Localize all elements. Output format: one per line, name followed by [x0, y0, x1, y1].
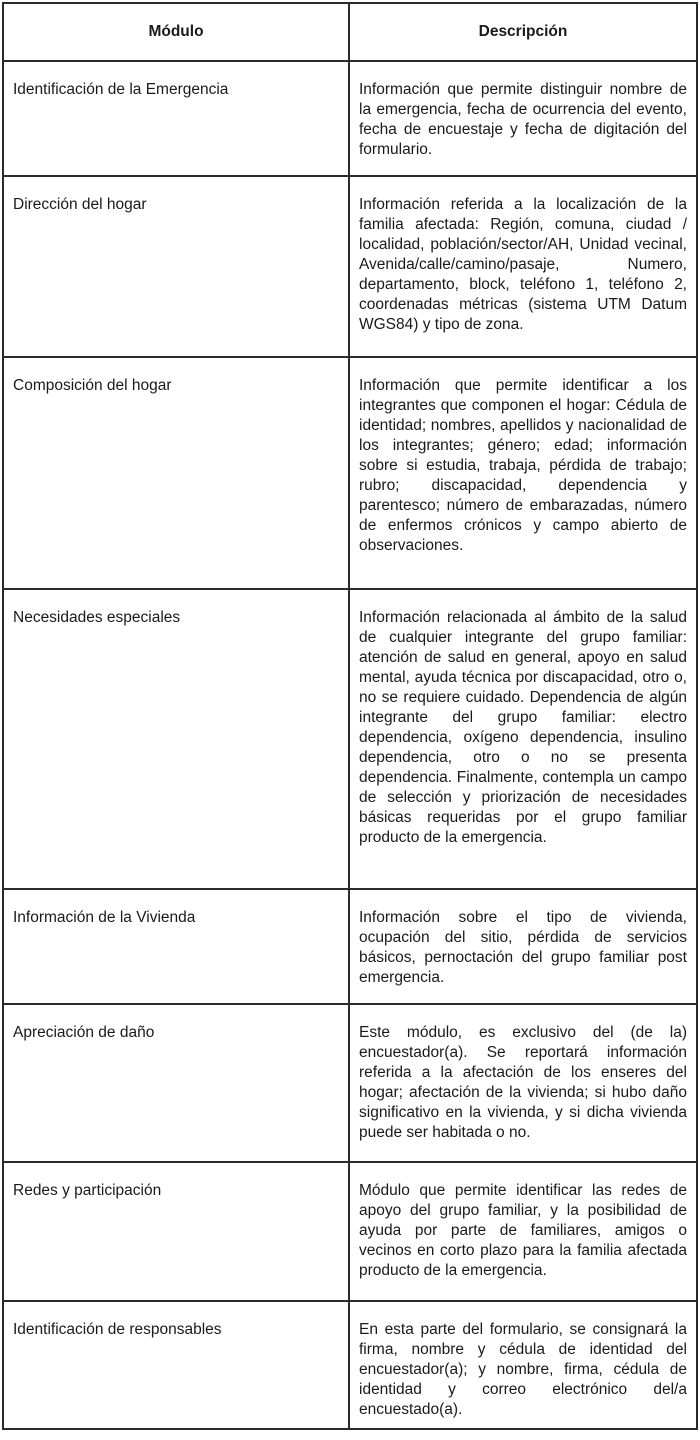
description-cell: Este módulo, es exclusivo del (de la) encuestador(a). Se reportará información referida a la afectación de los enseres del hogar; afectación de la vivienda; si hubo daño significativo en la vivienda, y si dicha vivienda puede ser habitada o no. [349, 1004, 697, 1162]
description-cell: Información relacionada al ámbito de la salud de cualquier integrante del grupo familiar: atención de salud en general, apoyo en salud mental, ayuda técnica por discapacidad, otro o, no se requiere cuidado. Dependencia de algún integrante del grupo familiar: electro dependencia, oxígeno dependencia, insulino dependencia, otro o no se presenta dependencia. Finalmente, contempla un campo de selección y priorización de necesidades básicas requeridas por el grupo familiar producto de la emergencia. [349, 589, 697, 889]
description-cell: Información referida a la localización de la familia afectada: Región, comuna, ciudad / localidad, población/sector/AH, Unidad vecinal, Avenida/calle/camino/pasaje, Numero, departamento, block, teléfono 1, teléfono 2, coordenadas métricas (sistema UTM Datum WGS84) y tipo de zona. [349, 176, 697, 357]
description-cell: Módulo que permite identificar las redes de apoyo del grupo familiar, y la posibilidad de ayuda por parte de familiares, amigos o vecinos en corto plazo para la familia afectada producto de la emergencia. [349, 1162, 697, 1301]
column-header-descripcion: Descripción [349, 3, 697, 61]
module-cell: Identificación de la Emergencia [3, 61, 349, 176]
table-row [3, 1162, 697, 1301]
description-cell: Información que permite distinguir nombre de la emergencia, fecha de ocurrencia del evento, fecha de encuestaje y fecha de digitación del formulario. [349, 61, 697, 176]
table-row [3, 1301, 697, 1429]
description-cell: Información sobre el tipo de vivienda, ocupación del sitio, pérdida de servicios básicos, pernoctación del grupo familiar post emergencia. [349, 889, 697, 1004]
description-cell: Información que permite identificar a los integrantes que componen el hogar: Cédula de identidad; nombres, apellidos y nacionalidad de los integrantes; género; edad; información sobre si estudia, trabaja, pérdida de trabajo; rubro; discapacidad, dependencia y parentesco; número de embarazadas, número de enfermos crónicos y campo abierto de observaciones. [349, 357, 697, 589]
column-header-modulo: Módulo [3, 3, 349, 61]
module-cell: Identificación de responsables [3, 1301, 349, 1429]
module-cell: Redes y participación [3, 1162, 349, 1301]
module-cell: Información de la Vivienda [3, 889, 349, 1004]
table-row [3, 176, 697, 357]
table-row [3, 889, 697, 1004]
table-header-row [3, 3, 697, 61]
module-cell: Composición del hogar [3, 357, 349, 589]
table-row [3, 357, 697, 589]
module-cell: Necesidades especiales [3, 589, 349, 889]
description-cell: En esta parte del formulario, se consignará la firma, nombre y cédula de identidad del encuestador(a); y nombre, firma, cédula de identidad y correo electrónico del/a encuestado(a). [349, 1301, 697, 1429]
table-row [3, 1004, 697, 1162]
modules-table [2, 2, 698, 1430]
table-row [3, 61, 697, 176]
module-cell: Dirección del hogar [3, 176, 349, 357]
module-cell: Apreciación de daño [3, 1004, 349, 1162]
table-row [3, 589, 697, 889]
